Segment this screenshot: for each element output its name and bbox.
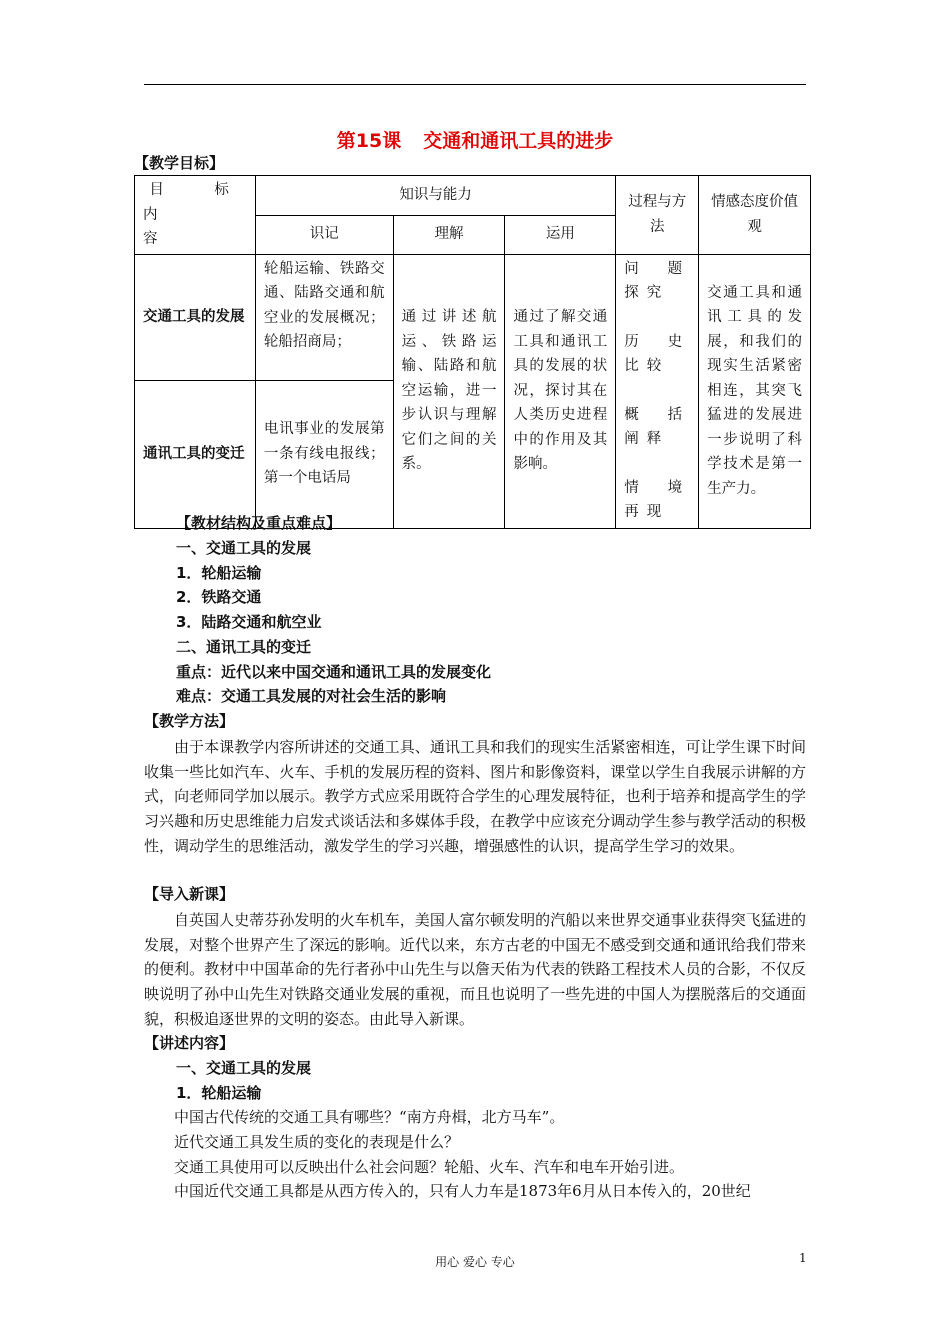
header-process: 过程与方法: [616, 176, 699, 255]
process-item: 问题探究: [624, 260, 691, 301]
content-line: 交通工具使用可以反映出什么社会问题？轮船、火车、汽车和电车开始引进。: [174, 1158, 685, 1176]
cell-understand: 通过讲述航运、铁路运输、陆路和航空运输，进一步认识与理解它们之间的关系。: [393, 254, 505, 528]
intro-paragraph: 自英国人史蒂芬孙发明的火车机车，美国人富尔顿发明的汽船以来世界交通事业获得突飞猛进的发展，对整个世界产生了深远的影响。近代以来，东方古老的中国无不感受到交通和通讯给我们带来的便利。教材中中国革命的先行者孙中山先生与以詹天佑为代表的铁路工程技术人员的合影，不仅反映说明了孙中山先生对铁路交通业发展的重视，而且也说明了一些先进的中国人为摆脱落后的交通面貌，积极追逐世界的文明的姿态。由此导入新课。: [144, 911, 806, 1028]
header-rule: [144, 84, 806, 85]
header-apply: 运用: [505, 215, 616, 254]
structure-item: 二、通讯工具的变迁: [176, 638, 312, 656]
content-line: 中国古代传统的交通工具有哪些？“南方舟楫，北方马车”。: [174, 1108, 565, 1126]
key-point: 重点：近代以来中国交通和通讯工具的发展变化: [176, 663, 492, 681]
row-label-communication: 通讯工具的变迁: [135, 380, 256, 528]
header-recall: 识记: [255, 215, 393, 254]
content-heading: 一、交通工具的发展: [176, 1059, 312, 1077]
cell-attitude: 交通工具和通讯工具的发展，和我们的现实生活紧密相连，其突飞猛进的发展进一步说明了科学技术是第一生产力。: [699, 254, 811, 528]
header-attitude: 情感态度价值观: [699, 176, 811, 255]
footer-text: 用心 爱心 专心: [435, 1255, 515, 1269]
lesson-number: 第15课: [336, 130, 402, 152]
content-line: 近代交通工具发生质的变化的表现是什么？: [174, 1133, 460, 1151]
header-understand: 理解: [393, 215, 505, 254]
row-label-transport: 交通工具的发展: [135, 254, 256, 380]
header-knowledge: 知识与能力: [255, 176, 615, 216]
process-item: 历史比较: [624, 333, 691, 374]
process-item: 情境再现: [624, 479, 691, 520]
objectives-table: [134, 175, 811, 529]
cell-transport-recall: 轮船运输、铁路交通、陆路交通和航空业的发展概况；轮船招商局；: [255, 254, 393, 380]
difficult-point: 难点：交通工具发展的对社会生活的影响: [176, 687, 447, 705]
content-line: 中国近代交通工具都是从西方传入的，只有人力车是1873年6月从日本传入的，20世纪: [174, 1182, 751, 1200]
section-structure: 【教材结构及重点难点】: [176, 514, 342, 532]
content-subheading: 1．轮船运输: [176, 1084, 262, 1102]
table-corner: 目 标 内 容: [135, 176, 256, 255]
page-number: 1: [799, 1251, 807, 1265]
page-title: [0, 126, 950, 153]
process-item: 概括阐释: [624, 406, 691, 447]
cell-process: [616, 254, 699, 528]
section-method: 【教学方法】: [144, 712, 235, 730]
section-intro: 【导入新课】: [144, 885, 235, 903]
structure-item: 一、交通工具的发展: [176, 539, 312, 557]
section-objectives: 【教学目标】: [134, 154, 225, 172]
cell-communication-recall: 电讯事业的发展第一条有线电报线；第一个电话局: [255, 380, 393, 528]
cell-apply: 通过了解交通工具和通讯工具的发展的状况，探讨其在人类历史进程中的作用及其影响。: [505, 254, 616, 528]
structure-item: 2．铁路交通: [176, 588, 262, 606]
method-paragraph: 由于本课教学内容所讲述的交通工具、通讯工具和我们的现实生活紧密相连，可让学生课下时间收集一些比如汽车、火车、手机的发展历程的资料、图片和影像资料，课堂以学生自我展示讲解的方式，向老师同学加以展示。教学方式应采用既符合学生的心理发展特征，也利于培养和提高学生的学习兴趣和历史思维能力启发式谈话法和多媒体手段，在教学中应该充分调动学生参与教学活动的积极性，调动学生的思维活动，激发学生的学习兴趣，增强感性的认识，提高学生学习的效果。: [144, 738, 806, 855]
structure-item: 3．陆路交通和航空业: [176, 613, 322, 631]
lesson-name: 交通和通讯工具的进步: [423, 130, 614, 152]
section-content: 【讲述内容】: [144, 1034, 235, 1052]
structure-item: 1．轮船运输: [176, 564, 262, 582]
